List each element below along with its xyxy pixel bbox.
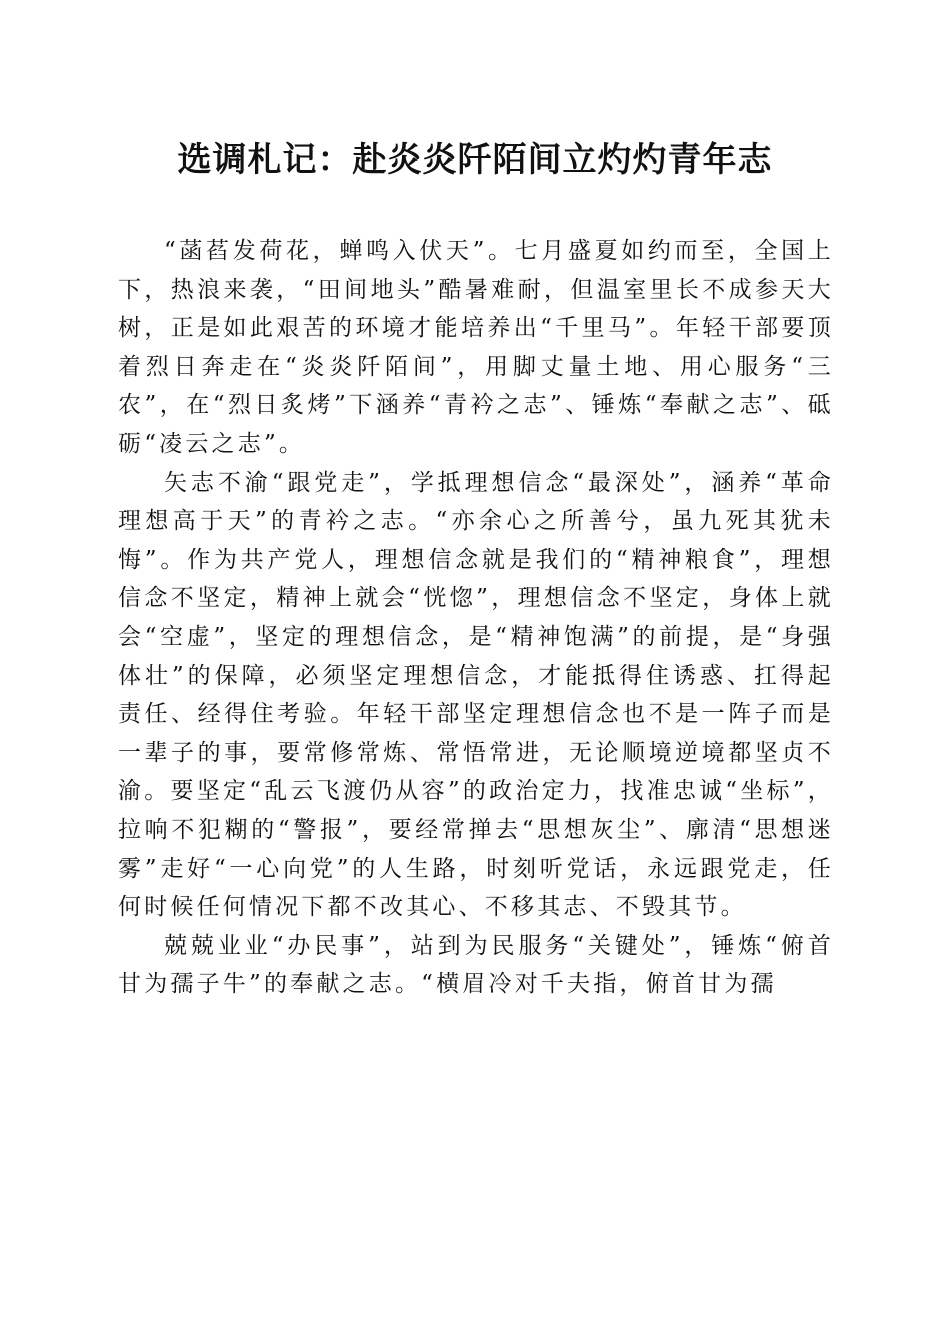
paragraph-service: 兢兢业业“办民事”，站到为民服务“关键处”，锤炼“俯首甘为孺子牛”的奉献之志。“横眉冷对千夫指，俯首甘为孺 bbox=[118, 932, 834, 998]
paragraph-intro: “菡萏发荷花，蝉鸣入伏天”。七月盛夏如约而至，全国上下，热浪来袭，“田间地头”酷暑难耐，但温室里长不成参天大树，正是如此艰苦的环境才能培养出“千里马”。年轻干部要顶着烈日奔走在“炎炎阡陌间”，用脚丈量土地、用心服务“三农”，在“烈日炙烤”下涵养“青衿之志”、锤炼“奉献之志”、砥砺“凌云之志”。 bbox=[118, 238, 834, 457]
paragraph-ideals: 矢志不渝“跟党走”，学抵理想信念“最深处”，涵养“革命理想高于天”的青衿之志。“亦余心之所善兮，虽九死其犹未悔”。作为共产党人，理想信念就是我们的“精神粮食”，理想信念不坚定，精神上就会“恍惚”，理想信念不坚定，身体上就会“空虚”，坚定的理想信念，是“精神饱满”的前提，是“身强体壮”的保障，必须坚定理想信念，才能抵得住诱惑、扛得起责任、经得住考验。年轻干部坚定理想信念也不是一阵子而是一辈子的事，要常修常炼、常悟常进，无论顺境逆境都坚贞不渝。要坚定“乱云飞渡仍从容”的政治定力，找准忠诚“坐标”，拉响不犯糊的“警报”，要经常掸去“思想灰尘”、廓清“思想迷雾”走好“一心向党”的人生路，时刻听党话，永远跟党走，任何时候任何情况下都不改其心、不移其志、不毁其节。 bbox=[118, 469, 834, 921]
article-body bbox=[118, 232, 834, 1004]
article-title: 选调札记：赴炎炎阡陌间立灼灼青年志 bbox=[177, 140, 773, 180]
